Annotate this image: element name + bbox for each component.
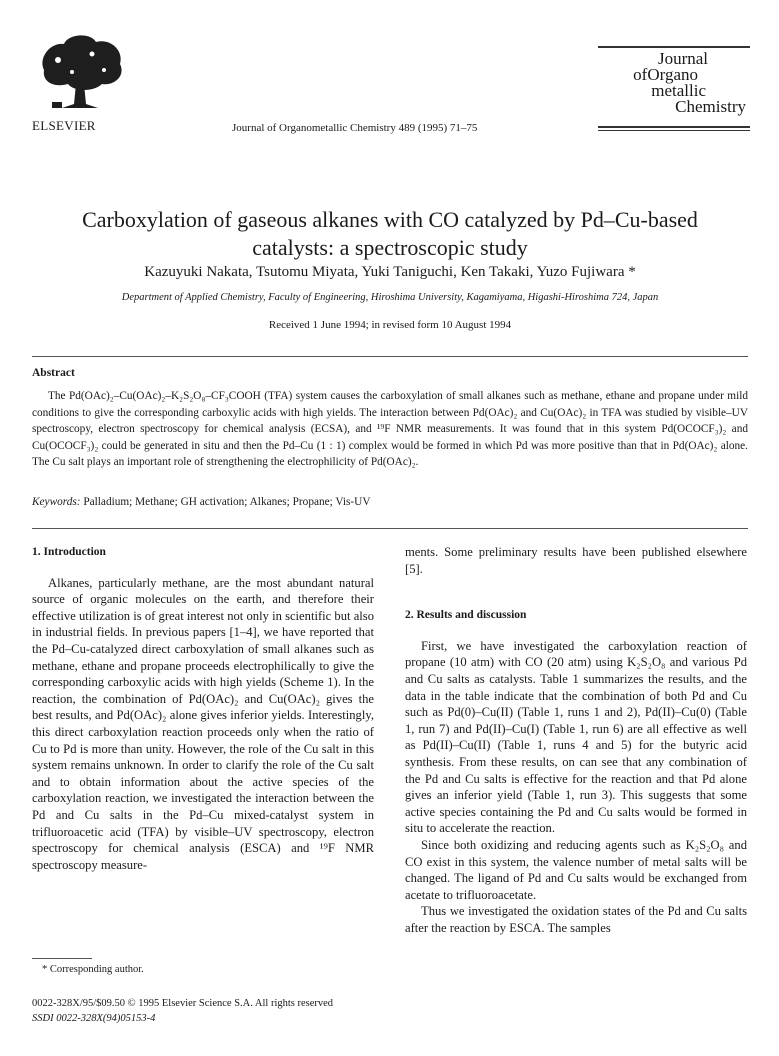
logo-rule-bottom-thin — [598, 130, 750, 131]
logo-line-3: metallic — [651, 81, 706, 100]
author-list: Kazuyuki Nakata, Tsutomu Miyata, Yuki Taniguchi, Ken Takaki, Yuzo Fujiwara * — [144, 264, 636, 280]
intro-paragraph-continued: ments. Some preliminary results have been published elsewhere [5]. — [405, 545, 747, 576]
logo-rule-top — [598, 46, 750, 48]
journal-reference: Journal of Organometallic Chemistry 489 (1995) 71–75 — [232, 122, 478, 134]
keywords-label: Keywords: — [32, 496, 81, 508]
abstract-text: The Pd(OAc)₂–Cu(OAc)₂–K₂S₂O₈–CF₃COOH (TFA) system causes the carboxylation of small alkanes such as methane, ethane and propane under mild conditions to give the corresponding carboxylic acids with high yields. The interaction between Pd(OAc)₂ and Cu(OAc)₂ in TFA was studied by visible–UV spectroscopy, electron spectroscopy for chemical analysis (ECSA), and ¹⁹F NMR measurements. It was found that in this system Pd(OCOCF₃)₂ and Cu(OCOCF₃)₂ could be generated in situ and then the Pd–Cu (1 : 1) complex would be formed in which Pd was more positive than that in Pd(OAc)₂ alone. The Cu salt plays an important role of strengthening the electrophilicity of Pd(OAc)₂. — [32, 390, 748, 468]
divider-top — [32, 356, 748, 357]
intro-paragraph: Alkanes, particularly methane, are the most abundant natural source of organic molecules on the earth, and therefore their effective utilization is of great interest not only in scientific but also in industrial fields. In previous papers [1–4], we have reported that the Pd–Cu-catalyzed direct carboxylation of small alkanes such as methane, ethane and propane proceeds electrophilically to give the corresponding carboxylic acids with high yields (Scheme 1). In the reaction, the combination of Pd(OAc)₂ and Cu(OAc)₂ gives the best results, and Pd(OAc)₂ alone gives inferior yields. Interestingly, this direct carboxylation reaction proceeds only when the ratio of Cu to Pd is more than unity. However, the role of the Cu salt in this system remains unknown. In order to clarify the role of the Cu salt and to obtain information about the active species of the carboxylation reaction, we investigated the interaction between the Pd and Cu salts in the Pd–Cu mixed-catalyst system in trifluoroacetic acid (TFA) by visible–UV spectroscopy, electron spectroscopy for chemical analysis (ESCA) and ¹⁹F NMR spectroscopy measure- — [32, 575, 374, 872]
column-left — [32, 544, 374, 873]
journal-logo — [598, 40, 750, 140]
corresponding-author-footnote: * Corresponding author. — [42, 964, 144, 975]
elsevier-tree-logo — [34, 30, 126, 110]
keywords-list: Palladium; Methane; GH activation; Alkanes; Propane; Vis-UV — [83, 496, 371, 508]
footnote-rule — [32, 958, 92, 959]
copyright-block — [32, 996, 333, 1026]
results-paragraph-2: Since both oxidizing and reducing agents such as K₂S₂O₈ and CO exist in this system, the valence number of metal salts will be changed. The ligand of Pd and Cu salts would be exchanged from acetate to trifluoroacetate. — [405, 837, 747, 902]
affiliation: Department of Applied Chemistry, Faculty of Engineering, Hiroshima University, Kagamiyama, Higashi-Hiroshima 724, Japan — [121, 292, 659, 303]
logo-line-4: Chemistry — [675, 97, 746, 116]
article-title: Carboxylation of gaseous alkanes with CO catalyzed by Pd–Cu-based catalysts: a spectroscopic study — [82, 207, 698, 260]
logo-rule-bottom — [598, 126, 750, 128]
logo-line-2-word: Organo — [647, 65, 698, 84]
logo-line-1: Journal — [657, 49, 708, 68]
results-paragraph-3: Thus we investigated the oxidation states of the Pd and Cu salts after the reaction by ESCA. The samples — [405, 904, 747, 935]
column-right — [405, 544, 747, 936]
section-heading-introduction: 1. Introduction — [32, 546, 106, 558]
ssdi-line: SSDI 0022-328X(94)05153-4 — [32, 1013, 156, 1024]
abstract-heading: Abstract — [32, 367, 75, 379]
copyright-line: 0022-328X/95/$09.50 © 1995 Elsevier Science S.A. All rights reserved — [32, 998, 334, 1009]
logo-line-2-prefix: of — [633, 65, 648, 84]
publisher-name: ELSEVIER — [32, 118, 96, 133]
divider-abstract — [32, 528, 748, 529]
keywords — [32, 496, 748, 508]
results-paragraph-1: First, we have investigated the carboxylation reaction of propane (10 atm) with CO (20 atm) using K₂S₂O₈ and various Pd and Cu salts as catalysts. Table 1 summarizes the results, and the data in the table indicate that the combination of both Pd and Cu such as Pd(0)–Cu(II) (Table 1, runs 1 and 2), Pd(II)–Cu(0) (Table 1, run 7) and Pd(II)–Cu(I) (Table 1, run 6) are all effective as well as Pd(II)–Cu(II) (Table 1, runs 4 and 5) for the butyric acid synthesis. From these results, on can see that any combination of the Pd and Cu salts is effective for the reaction and that Pd alone gives an inferior yield (Table 1, run 3). This suggests that some active species containing the Pd and Cu salts would be formed in situ to accelerate the reaction. — [405, 638, 747, 836]
section-heading-results: 2. Results and discussion — [405, 609, 527, 622]
received-dates: Received 1 June 1994; in revised form 10 August 1994 — [268, 319, 512, 331]
